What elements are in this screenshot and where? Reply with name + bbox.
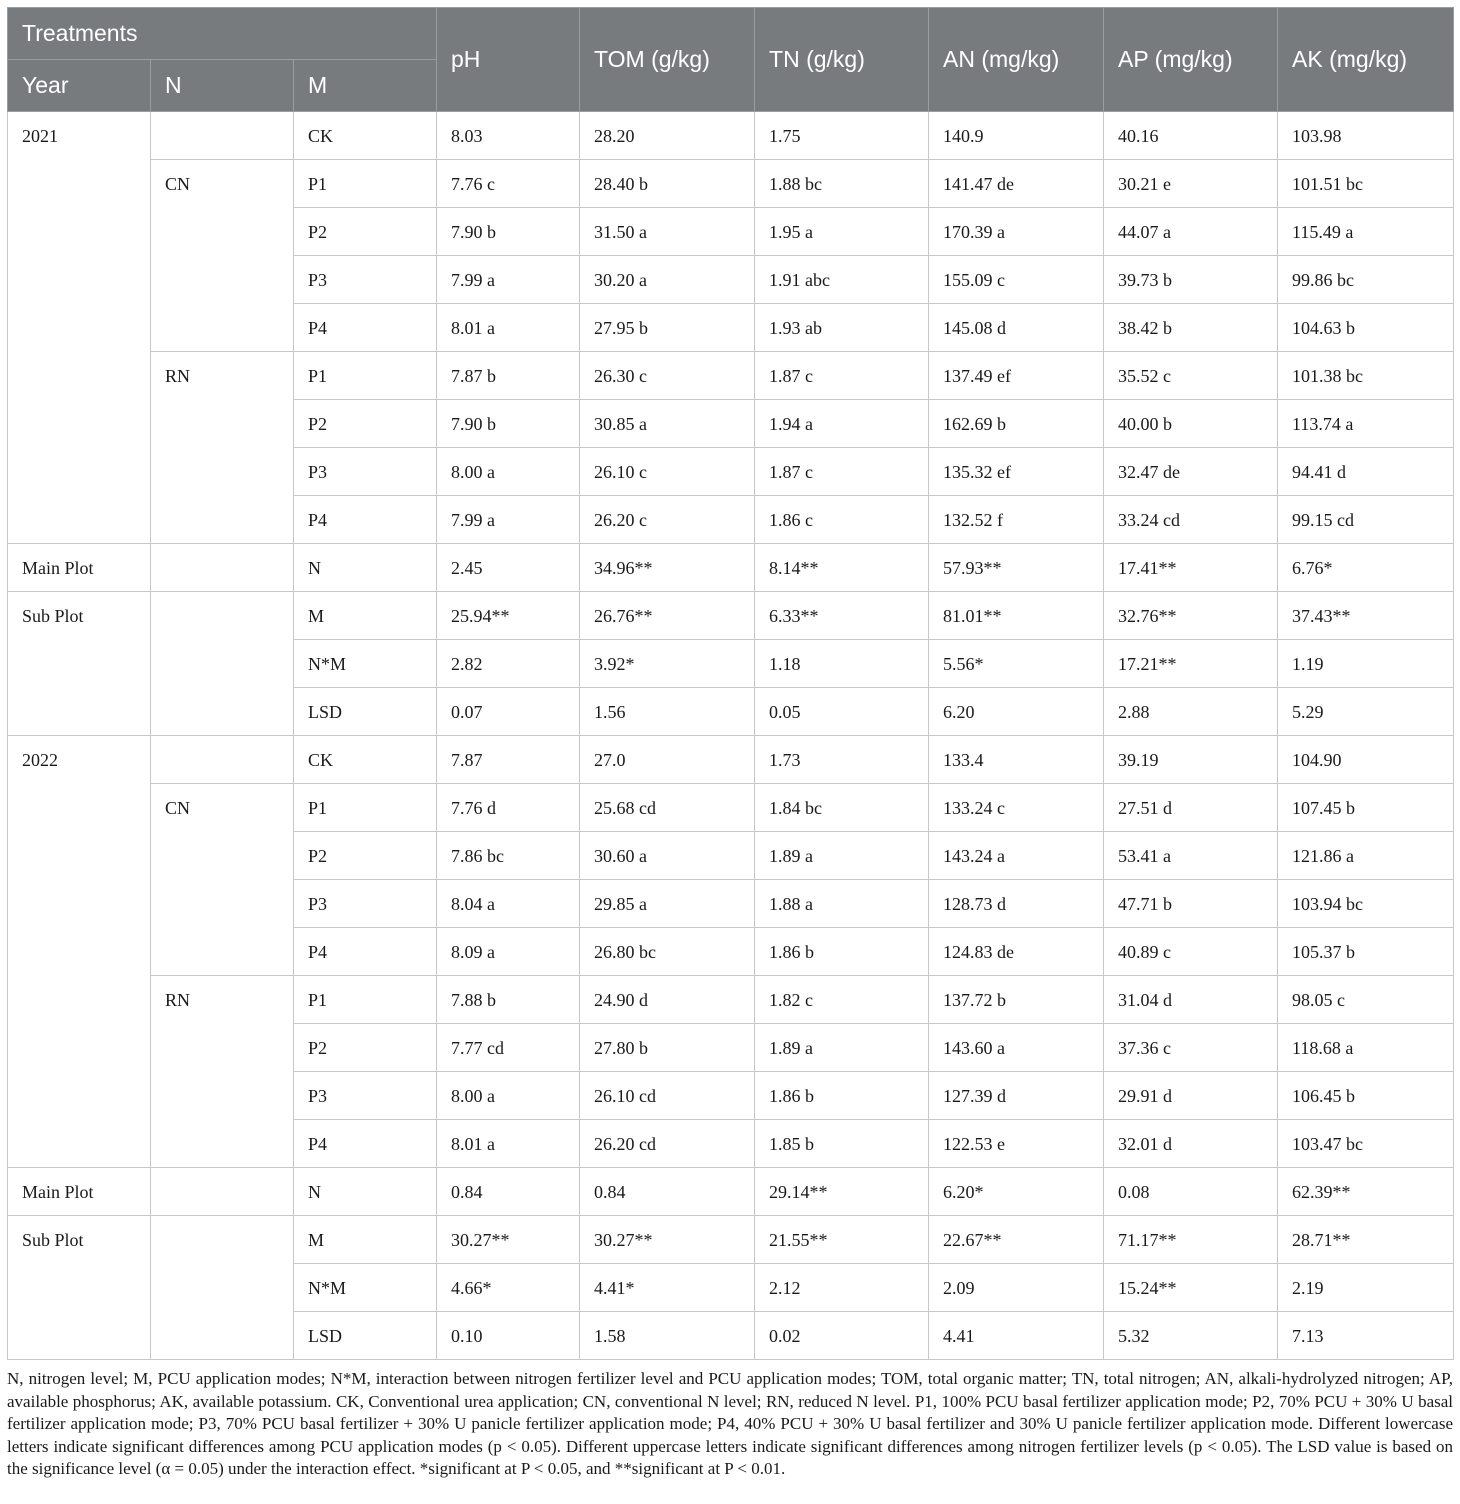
cell-ap: 32.47 de [1104, 448, 1278, 496]
cell-tn: 1.91 abc [755, 256, 929, 304]
cell-tom: 26.10 cd [580, 1072, 755, 1120]
cell-tn: 1.86 b [755, 928, 929, 976]
cell-ak: 118.68 a [1278, 1024, 1454, 1072]
cell-tn: 1.86 c [755, 496, 929, 544]
cell-ak: 113.74 a [1278, 400, 1454, 448]
cell-ap: 37.36 c [1104, 1024, 1278, 1072]
cell-an: 140.9 [929, 112, 1104, 160]
cell-ak: 101.38 bc [1278, 352, 1454, 400]
cell-ph: 2.45 [437, 544, 580, 592]
cell-tn: 29.14** [755, 1168, 929, 1216]
cell-ak: 104.90 [1278, 736, 1454, 784]
cell-ap: 27.51 d [1104, 784, 1278, 832]
cell-year: Main Plot [8, 544, 151, 592]
cell-an: 155.09 c [929, 256, 1104, 304]
cell-tom: 27.0 [580, 736, 755, 784]
cell-ph: 8.01 a [437, 304, 580, 352]
cell-tom: 27.95 b [580, 304, 755, 352]
cell-ak: 62.39** [1278, 1168, 1454, 1216]
cell-tn: 0.05 [755, 688, 929, 736]
cell-tn: 1.94 a [755, 400, 929, 448]
cell-tn: 1.87 c [755, 352, 929, 400]
table-row [8, 976, 1454, 1024]
cell-ph: 7.76 c [437, 160, 580, 208]
header-tn: TN (g/kg) [755, 8, 929, 112]
cell-ap: 38.42 b [1104, 304, 1278, 352]
cell-ak: 37.43** [1278, 592, 1454, 640]
cell-tn: 1.87 c [755, 448, 929, 496]
cell-ak: 2.19 [1278, 1264, 1454, 1312]
cell-ak: 94.41 d [1278, 448, 1454, 496]
cell-mode: N*M [294, 1264, 437, 1312]
cell-an: 6.20 [929, 688, 1104, 736]
table-row [8, 784, 1454, 832]
cell-ap: 33.24 cd [1104, 496, 1278, 544]
cell-tom: 26.80 bc [580, 928, 755, 976]
cell-an: 162.69 b [929, 400, 1104, 448]
cell-ak: 104.63 b [1278, 304, 1454, 352]
cell-an: 124.83 de [929, 928, 1104, 976]
cell-tn: 1.82 c [755, 976, 929, 1024]
cell-ap: 30.21 e [1104, 160, 1278, 208]
cell-tom: 34.96** [580, 544, 755, 592]
cell-mode: P4 [294, 928, 437, 976]
cell-ap: 29.91 d [1104, 1072, 1278, 1120]
table-row [8, 544, 1454, 592]
soil-properties-table [7, 7, 1454, 1360]
header-treatments: Treatments [8, 8, 437, 60]
header-year: Year [8, 60, 151, 112]
cell-ak: 103.98 [1278, 112, 1454, 160]
cell-mode: P2 [294, 208, 437, 256]
cell-tn: 1.73 [755, 736, 929, 784]
cell-ap: 17.21** [1104, 640, 1278, 688]
cell-an: 127.39 d [929, 1072, 1104, 1120]
cell-tn: 1.18 [755, 640, 929, 688]
cell-tom: 28.40 b [580, 160, 755, 208]
cell-year: 2021 [8, 112, 151, 544]
cell-mode: P4 [294, 1120, 437, 1168]
cell-ap: 40.00 b [1104, 400, 1278, 448]
header-ph: pH [437, 8, 580, 112]
cell-ap: 35.52 c [1104, 352, 1278, 400]
cell-ak: 107.45 b [1278, 784, 1454, 832]
cell-ap: 15.24** [1104, 1264, 1278, 1312]
cell-tom: 26.30 c [580, 352, 755, 400]
cell-ph: 7.90 b [437, 400, 580, 448]
cell-an: 135.32 ef [929, 448, 1104, 496]
cell-tn: 1.89 a [755, 1024, 929, 1072]
cell-ph: 7.87 b [437, 352, 580, 400]
cell-tn: 1.86 b [755, 1072, 929, 1120]
cell-mode: N*M [294, 640, 437, 688]
cell-an: 5.56* [929, 640, 1104, 688]
cell-an: 128.73 d [929, 880, 1104, 928]
cell-an: 137.72 b [929, 976, 1104, 1024]
cell-ph: 7.86 bc [437, 832, 580, 880]
cell-mode: CK [294, 112, 437, 160]
cell-n-level: RN [151, 352, 294, 544]
header-ap: AP (mg/kg) [1104, 8, 1278, 112]
cell-ap: 39.73 b [1104, 256, 1278, 304]
cell-n-level [151, 112, 294, 160]
cell-n-level: CN [151, 160, 294, 352]
table-row [8, 112, 1454, 160]
cell-n-level [151, 1216, 294, 1360]
cell-ap: 0.08 [1104, 1168, 1278, 1216]
cell-tn: 8.14** [755, 544, 929, 592]
cell-tn: 6.33** [755, 592, 929, 640]
cell-tom: 30.60 a [580, 832, 755, 880]
table-row [8, 352, 1454, 400]
cell-ph: 4.66* [437, 1264, 580, 1312]
cell-an: 133.4 [929, 736, 1104, 784]
cell-mode: P4 [294, 304, 437, 352]
cell-ak: 99.15 cd [1278, 496, 1454, 544]
cell-ak: 103.94 bc [1278, 880, 1454, 928]
cell-mode: CK [294, 736, 437, 784]
cell-ph: 7.77 cd [437, 1024, 580, 1072]
cell-an: 143.24 a [929, 832, 1104, 880]
cell-tn: 1.93 ab [755, 304, 929, 352]
table-row [8, 160, 1454, 208]
table-row [8, 736, 1454, 784]
cell-mode: P1 [294, 160, 437, 208]
cell-mode: P2 [294, 400, 437, 448]
cell-tom: 30.27** [580, 1216, 755, 1264]
header-ak: AK (mg/kg) [1278, 8, 1454, 112]
header-m: M [294, 60, 437, 112]
cell-ak: 28.71** [1278, 1216, 1454, 1264]
cell-ph: 2.82 [437, 640, 580, 688]
cell-tom: 25.68 cd [580, 784, 755, 832]
cell-n-level [151, 544, 294, 592]
table-row [8, 592, 1454, 640]
cell-an: 22.67** [929, 1216, 1104, 1264]
cell-mode: P1 [294, 976, 437, 1024]
cell-ph: 0.07 [437, 688, 580, 736]
cell-mode: P1 [294, 784, 437, 832]
table-row [8, 1168, 1454, 1216]
cell-tom: 29.85 a [580, 880, 755, 928]
cell-year: 2022 [8, 736, 151, 1168]
cell-ph: 8.04 a [437, 880, 580, 928]
cell-an: 81.01** [929, 592, 1104, 640]
cell-ak: 121.86 a [1278, 832, 1454, 880]
cell-ak: 98.05 c [1278, 976, 1454, 1024]
cell-ph: 8.09 a [437, 928, 580, 976]
table-footnote: N, nitrogen level; M, PCU application modes; N*M, interaction between nitrogen fertilizer level and PCU application modes; TOM, total organic matter; TN, total nitrogen; AN, alkali-hydrolyzed nitrogen; AP, available phosphorus; AK, available potassium. CK, Conventional urea application; CN, conventional N level; RN, reduced N level. P1, 100% PCU basal fertilizer application mode; P2, 70% PCU + 30% U basal fertilizer application mode; P3, 70% PCU basal fertilizer + 30% U panicle fertilizer application mode; P4, 40% PCU + 30% U basal fertilizer and 30% U panicle fertilizer application mode. Different lowercase letters indicate significant differences among PCU application modes (p < 0.05). Different uppercase letters indicate significant differences among nitrogen fertilizer levels (p < 0.05). The LSD value is based on the significance level (α = 0.05) under the interaction effect. *significant at P < 0.05, and **significant at P < 0.01. [7, 1369, 1453, 1479]
cell-mode: P3 [294, 256, 437, 304]
cell-ap: 31.04 d [1104, 976, 1278, 1024]
cell-mode: P4 [294, 496, 437, 544]
cell-an: 6.20* [929, 1168, 1104, 1216]
cell-ap: 17.41** [1104, 544, 1278, 592]
cell-ap: 44.07 a [1104, 208, 1278, 256]
cell-an: 143.60 a [929, 1024, 1104, 1072]
cell-an: 2.09 [929, 1264, 1104, 1312]
cell-n-level: RN [151, 976, 294, 1168]
cell-ak: 106.45 b [1278, 1072, 1454, 1120]
cell-tn: 1.75 [755, 112, 929, 160]
table-row [8, 1216, 1454, 1264]
cell-ak: 5.29 [1278, 688, 1454, 736]
cell-ap: 39.19 [1104, 736, 1278, 784]
cell-n-level [151, 1168, 294, 1216]
cell-an: 57.93** [929, 544, 1104, 592]
cell-tom: 30.20 a [580, 256, 755, 304]
cell-year: Main Plot [8, 1168, 151, 1216]
cell-tom: 26.20 cd [580, 1120, 755, 1168]
cell-mode: P3 [294, 880, 437, 928]
cell-tom: 3.92* [580, 640, 755, 688]
cell-tn: 0.02 [755, 1312, 929, 1360]
cell-ap: 2.88 [1104, 688, 1278, 736]
header-tom: TOM (g/kg) [580, 8, 755, 112]
cell-ap: 40.89 c [1104, 928, 1278, 976]
cell-an: 132.52 f [929, 496, 1104, 544]
cell-tom: 27.80 b [580, 1024, 755, 1072]
cell-an: 145.08 d [929, 304, 1104, 352]
cell-tom: 0.84 [580, 1168, 755, 1216]
cell-ap: 53.41 a [1104, 832, 1278, 880]
cell-n-level [151, 736, 294, 784]
cell-tom: 30.85 a [580, 400, 755, 448]
cell-tn: 1.85 b [755, 1120, 929, 1168]
cell-year: Sub Plot [8, 592, 151, 736]
cell-ak: 105.37 b [1278, 928, 1454, 976]
cell-tom: 1.58 [580, 1312, 755, 1360]
table-header [8, 8, 1454, 112]
cell-ak: 103.47 bc [1278, 1120, 1454, 1168]
cell-tn: 1.88 bc [755, 160, 929, 208]
table-body [8, 112, 1454, 1360]
cell-ph: 8.01 a [437, 1120, 580, 1168]
cell-tn: 1.84 bc [755, 784, 929, 832]
cell-tom: 24.90 d [580, 976, 755, 1024]
cell-ph: 8.03 [437, 112, 580, 160]
cell-ph: 0.84 [437, 1168, 580, 1216]
cell-ph: 7.88 b [437, 976, 580, 1024]
cell-an: 122.53 e [929, 1120, 1104, 1168]
cell-ap: 32.76** [1104, 592, 1278, 640]
cell-ap: 32.01 d [1104, 1120, 1278, 1168]
cell-tn: 1.95 a [755, 208, 929, 256]
cell-tom: 26.10 c [580, 448, 755, 496]
cell-ph: 7.99 a [437, 256, 580, 304]
cell-ak: 1.19 [1278, 640, 1454, 688]
cell-ph: 8.00 a [437, 448, 580, 496]
cell-ak: 101.51 bc [1278, 160, 1454, 208]
cell-ak: 7.13 [1278, 1312, 1454, 1360]
cell-ph: 7.90 b [437, 208, 580, 256]
cell-tom: 1.56 [580, 688, 755, 736]
cell-an: 133.24 c [929, 784, 1104, 832]
cell-mode: LSD [294, 1312, 437, 1360]
cell-tom: 31.50 a [580, 208, 755, 256]
table-container [7, 7, 1453, 1481]
cell-ak: 99.86 bc [1278, 256, 1454, 304]
cell-tn: 21.55** [755, 1216, 929, 1264]
cell-mode: P2 [294, 1024, 437, 1072]
cell-tn: 2.12 [755, 1264, 929, 1312]
cell-ph: 7.76 d [437, 784, 580, 832]
cell-tn: 1.89 a [755, 832, 929, 880]
cell-mode: P3 [294, 1072, 437, 1120]
cell-ap: 5.32 [1104, 1312, 1278, 1360]
cell-year: Sub Plot [8, 1216, 151, 1360]
cell-ak: 115.49 a [1278, 208, 1454, 256]
cell-an: 141.47 de [929, 160, 1104, 208]
cell-tom: 26.20 c [580, 496, 755, 544]
cell-an: 137.49 ef [929, 352, 1104, 400]
cell-n-level [151, 592, 294, 736]
cell-ap: 47.71 b [1104, 880, 1278, 928]
cell-tom: 28.20 [580, 112, 755, 160]
cell-mode: N [294, 544, 437, 592]
cell-tom: 26.76** [580, 592, 755, 640]
cell-tn: 1.88 a [755, 880, 929, 928]
cell-mode: LSD [294, 688, 437, 736]
cell-mode: P1 [294, 352, 437, 400]
cell-mode: M [294, 1216, 437, 1264]
cell-mode: M [294, 592, 437, 640]
cell-tom: 4.41* [580, 1264, 755, 1312]
cell-ph: 25.94** [437, 592, 580, 640]
cell-ph: 8.00 a [437, 1072, 580, 1120]
cell-an: 170.39 a [929, 208, 1104, 256]
cell-ap: 71.17** [1104, 1216, 1278, 1264]
header-an: AN (mg/kg) [929, 8, 1104, 112]
cell-ph: 0.10 [437, 1312, 580, 1360]
cell-ph: 30.27** [437, 1216, 580, 1264]
cell-n-level: CN [151, 784, 294, 976]
cell-ap: 40.16 [1104, 112, 1278, 160]
cell-ph: 7.87 [437, 736, 580, 784]
cell-ak: 6.76* [1278, 544, 1454, 592]
header-n: N [151, 60, 294, 112]
cell-ph: 7.99 a [437, 496, 580, 544]
cell-an: 4.41 [929, 1312, 1104, 1360]
cell-mode: P3 [294, 448, 437, 496]
cell-mode: P2 [294, 832, 437, 880]
cell-mode: N [294, 1168, 437, 1216]
